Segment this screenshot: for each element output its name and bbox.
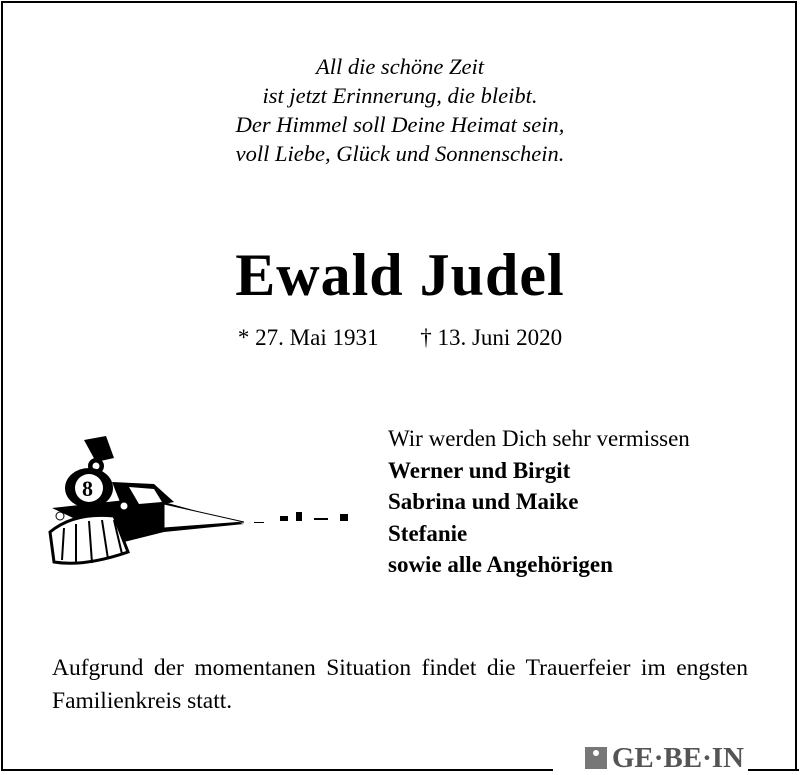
deceased-name: Ewald Judel	[235, 242, 565, 308]
funeral-note: Aufgrund der momentanen Situation findet die Trauerfeier im engsten Familienkreis statt.	[52, 655, 748, 714]
logo-text: GE·BE·IN	[611, 741, 744, 774]
poem-line: voll Liebe, Glück und Sonnenschein.	[235, 141, 565, 166]
life-dates	[0, 325, 800, 351]
train-illustration	[44, 432, 356, 572]
bottom-border-right	[747, 769, 799, 771]
mourner: Stefanie	[388, 520, 468, 546]
signoff-intro: Wir werden Dich sehr vermissen	[388, 426, 690, 451]
poem-line: Der Himmel soll Deine Heimat sein,	[235, 112, 565, 137]
poem-line: All die schöne Zeit	[315, 54, 485, 79]
mourner: sowie alle Angehörigen	[388, 552, 613, 577]
gebein-logo	[581, 743, 748, 773]
mourner: Werner und Birgit	[388, 457, 571, 483]
poem-line: ist jetzt Erinnerung, die bleibt.	[262, 83, 538, 108]
death-date: † 13. Juni 2020	[420, 325, 563, 350]
mourner: Sabrina und Maike	[388, 489, 579, 514]
svg-text:8: 8	[82, 476, 93, 501]
poem	[0, 52, 800, 168]
logo-mark-icon	[585, 747, 607, 769]
bottom-border-left	[1, 769, 553, 771]
signoff	[388, 423, 690, 581]
birth-date: * 27. Mai 1931	[237, 325, 379, 350]
